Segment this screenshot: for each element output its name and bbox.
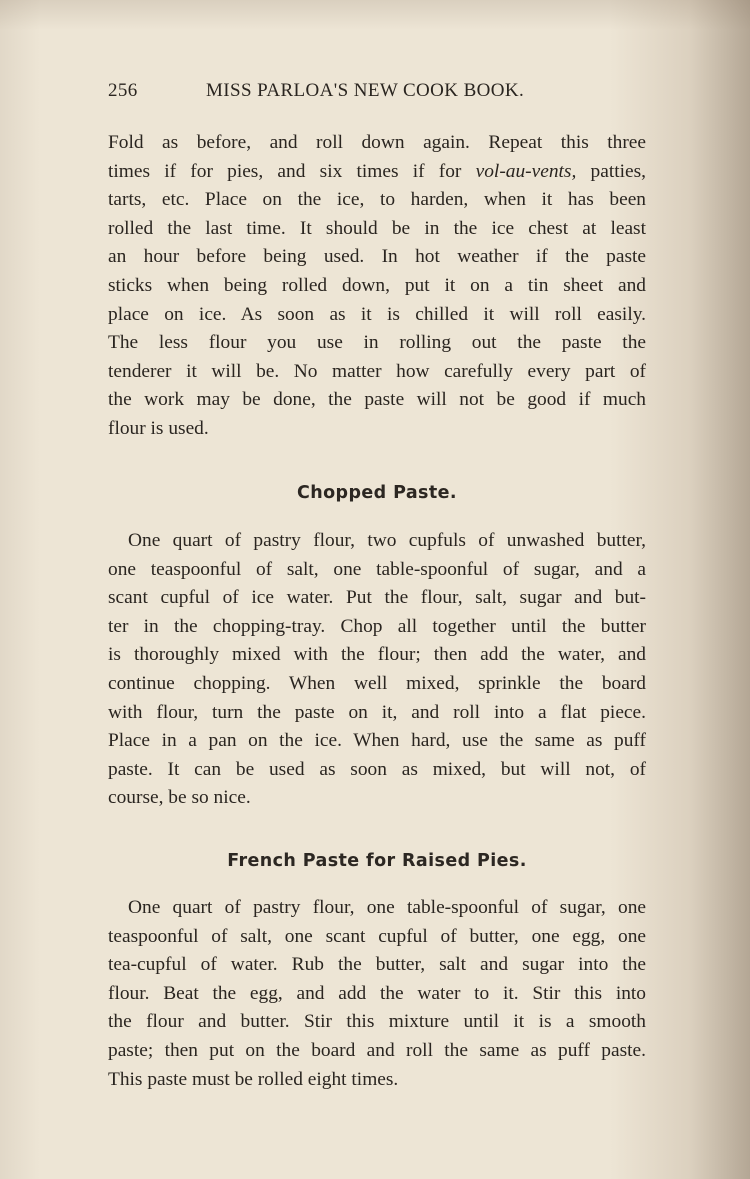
text-line: tarts, etc. Place on the ice, to harden, when it has been xyxy=(108,189,646,211)
text-line: course, be so nice. xyxy=(108,787,251,809)
text-line: Fold as before, and roll down again. Repeat this three xyxy=(108,132,646,153)
text-line: ter in the chopping-tray. Chop all together until the butter xyxy=(108,615,646,637)
paragraph-continued xyxy=(108,129,646,444)
text-line: This paste must be rolled eight times. xyxy=(108,1068,399,1090)
text-line: place on ice. As soon as it is chilled it will roll easily. xyxy=(108,303,646,325)
text-line: continue chopping. When well mixed, sprinkle the board xyxy=(108,672,646,694)
text-line: One quart of pastry flour, two cupfuls of unwashed butter, xyxy=(128,530,646,551)
recipe-paragraph xyxy=(108,894,646,1094)
text-line: paste; then put on the board and roll the same as puff paste. xyxy=(108,1039,646,1061)
text-line: tenderer it will be. No matter how carefully every part of xyxy=(108,360,646,382)
text-line: is thoroughly mixed with the flour; then add the water, and xyxy=(108,644,646,666)
section-heading: Chopped Paste. xyxy=(297,483,457,503)
text-line: teaspoonful of salt, one scant cupful of butter, one egg, one xyxy=(108,925,646,947)
running-title: MISS PARLOA'S NEW COOK BOOK. xyxy=(206,80,525,101)
text-line: flour. Beat the egg, and add the water to it. Stir this into xyxy=(108,982,646,1004)
recipe-paragraph xyxy=(108,527,646,813)
text-line: paste. It can be used as soon as mixed, but will not, of xyxy=(108,758,646,780)
text-line: The less flour you use in rolling out the paste the xyxy=(108,332,646,354)
italic-term: vol-au-vents, xyxy=(475,160,577,182)
text-line: tea-cupful of water. Rub the butter, salt and sugar into the xyxy=(108,954,646,976)
text-line: times if for pies, and six times if for vol-au-vents, patties, xyxy=(108,160,646,182)
section-heading: French Paste for Raised Pies. xyxy=(227,851,527,871)
text-line: one teaspoonful of salt, one table-spoonful of sugar, and a xyxy=(108,558,646,580)
text-line: flour is used. xyxy=(108,417,209,439)
text-line: One quart of pastry flour, one table-spoonful of sugar, one xyxy=(128,897,646,918)
text-line: with flour, turn the paste on it, and roll into a flat piece. xyxy=(108,701,646,723)
text-line: an hour before being used. In hot weather if the paste xyxy=(108,246,646,268)
page-number: 256 xyxy=(108,80,138,101)
text-line: Place in a pan on the ice. When hard, use the same as puff xyxy=(108,730,646,752)
text-line: sticks when being rolled down, put it on a tin sheet and xyxy=(108,274,646,296)
text-line: rolled the last time. It should be in the ice chest at least xyxy=(108,217,646,239)
text-line: scant cupful of ice water. Put the flour, salt, sugar and but- xyxy=(108,587,646,609)
text-line: the work may be done, the paste will not be good if much xyxy=(108,389,646,411)
text-line: the flour and butter. Stir this mixture until it is a smooth xyxy=(108,1011,646,1033)
